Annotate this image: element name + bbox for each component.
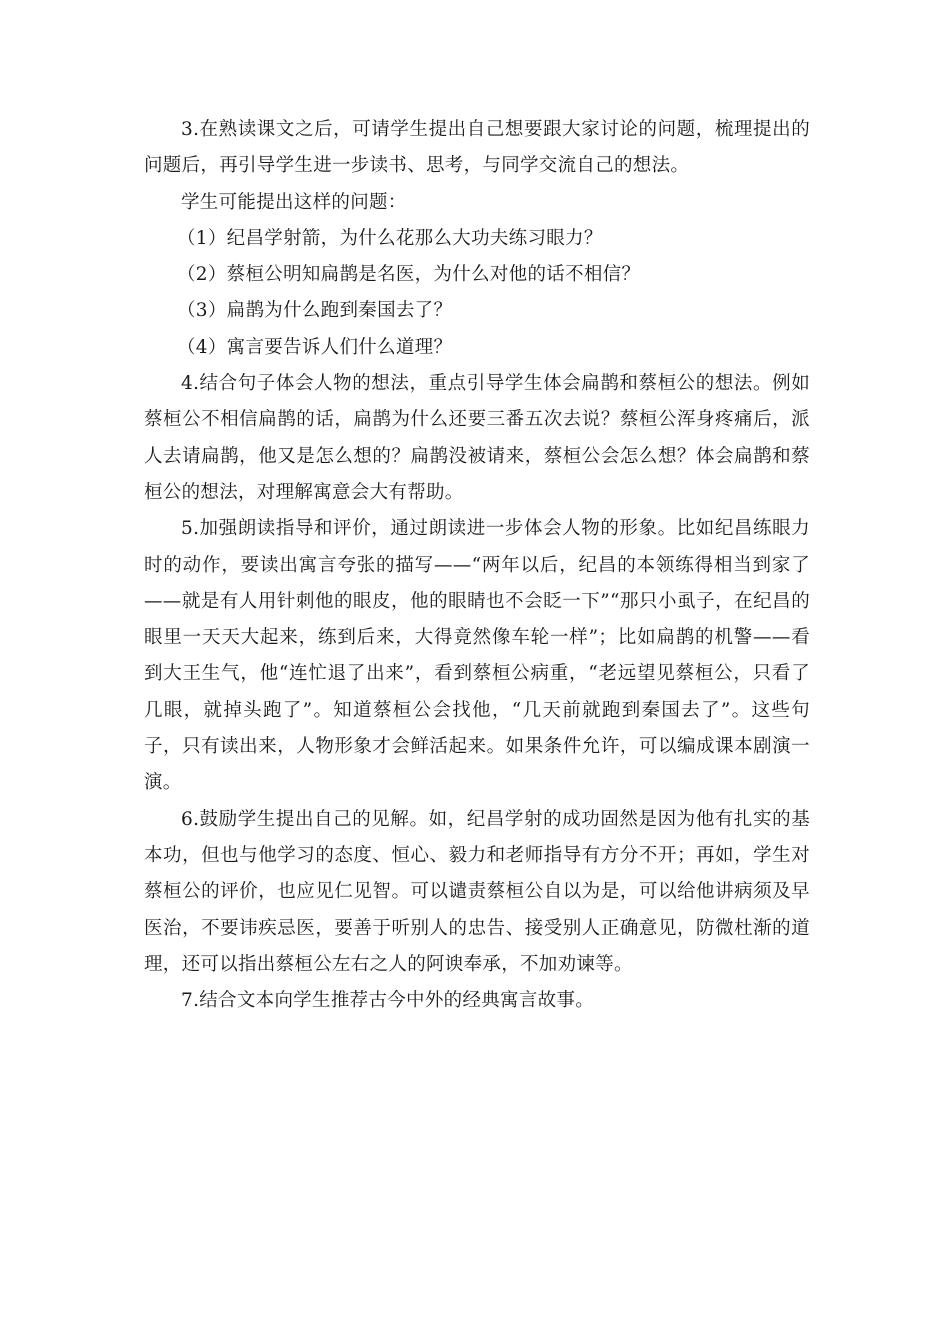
paragraph-item-4: 4.结合句子体会人物的想法，重点引导学生体会扁鹊和蔡桓公的想法。例如蔡桓公不相信扁鹊的话，扁鹊为什么还要三番五次去说？蔡桓公浑身疼痛后，派人去请扁鹊，他又是怎么想的？扁鹊没被请来，蔡桓公会怎么想？体会扁鹊和蔡桓公的想法，对理解寓意会大有帮助。: [144, 373, 810, 503]
paragraph-item-6: 6.鼓励学生提出自己的见解。如，纪昌学射的成功固然是因为他有扎实的基本功，但也与他学习的态度、恒心、毅力和老师指导有方分不开；再如，学生对蔡桓公的评价，也应见仁见智。可以谴责蔡桓公自以为是，可以给他讲病须及早医治，不要讳疾忌医，要善于听别人的忠告、接受别人正确意见，防微杜渐的道理，还可以指出蔡桓公左右之人的阿谀奉承，不加劝谏等。: [144, 808, 810, 975]
question-4: （4）寓言要告诉人们什么道理？: [177, 336, 453, 358]
paragraph-item-7: 7.结合文本向学生推荐古今中外的经典寓言故事。: [181, 990, 595, 1012]
question-3: （3）扁鹊为什么跑到秦国去了？: [177, 300, 453, 322]
paragraph-question-intro: 学生可能提出这样的问题：: [181, 191, 407, 213]
question-2: （2）蔡桓公明知扁鹊是名医，为什么对他的话不相信？: [177, 264, 641, 286]
document-page: [144, 112, 810, 1019]
paragraph-item-5: 5.加强朗读指导和评价，通过朗读进一步体会人物的形象。比如纪昌练眼力时的动作，要读出寓言夸张的描写——“两年以后，纪昌的本领练得相当到家了——就是有人用针刺他的眼皮，他的眼睛也不会眨一下”“那只小虱子，在纪昌的眼里一天天大起来，练到后来，大得竟然像车轮一样”；比如扁鹊的机警——看到大王生气，他“连忙退了出来”，看到蔡桓公病重，“老远望见蔡桓公，只看了几眼，就掉头跑了”。知道蔡桓公会找他，“几天前就跑到秦国去了”。这些句子，只有读出来，人物形象才会鲜活起来。如果条件允许，可以编成课本剧演一演。: [144, 518, 810, 794]
question-1: （1）纪昌学射箭，为什么花那么大功夫练习眼力？: [177, 227, 603, 249]
paragraph-item-3: 3.在熟读课文之后，可请学生提出自己想要跟大家讨论的问题，梳理提出的问题后，再引导学生进一步读书、思考，与同学交流自己的想法。: [144, 119, 810, 177]
